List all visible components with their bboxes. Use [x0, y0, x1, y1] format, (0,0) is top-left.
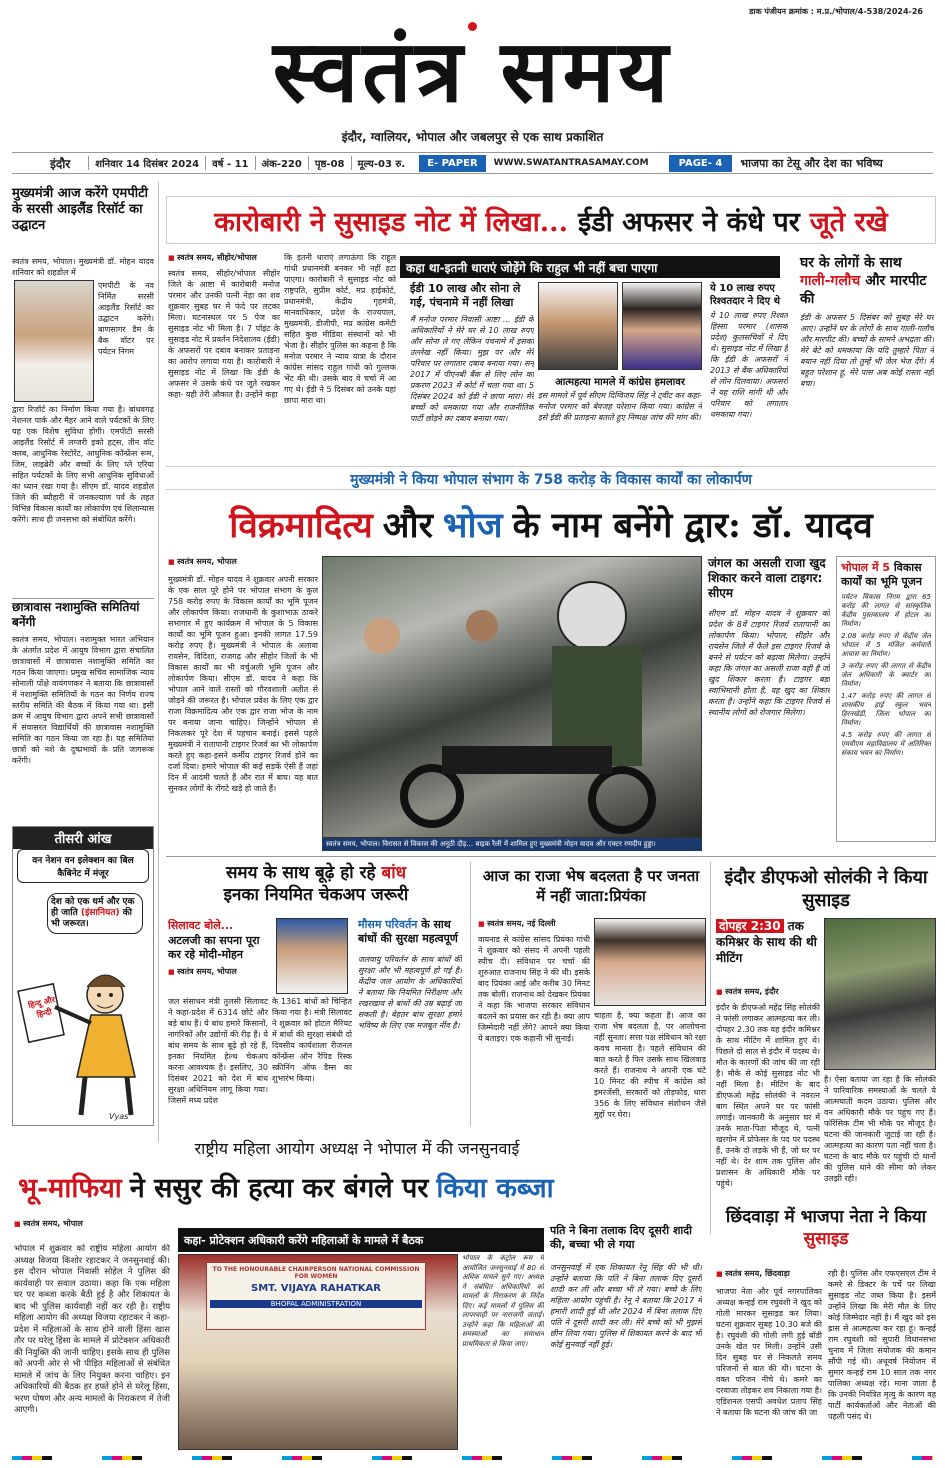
- dateline-bar: [12, 152, 933, 174]
- bhopal-works-box: [836, 556, 936, 842]
- dateline-city: इंदौर: [50, 156, 71, 171]
- lead1-sub2-headline: ये 10 लाख रुपए रिश्वतदार ने दिए थे: [710, 283, 780, 307]
- mafia-body: भोपाल में शुक्रवार को राष्ट्रीय महिला आयोग की अध्यक्ष विजया किशोर रहाटकर ने जनसुनवाई की। इस दौरान भोपाल निवासी सोहेल ने पुलिस की कार्यवाही पर सवाल उठाया। कहा कि एक महिला घर पर कब्जा करके बैठी हुई है और शिकायत के बाद भी पुलिस कार्यवाही नहीं कर रही है। राष्ट्रीय महिला आयोग की अध्यक्ष विजया रहाटकर ने कहा-प्रदेश में महिलाओं के साथ होने वाली हिंसा खास तौर पर घरेलू हिंसा के मामले में प्रोटेक्शन अधिकारी की नियुक्ति की जानी चाहिए। इसके साथ ही पुलिस को अपनी ओर से भी पीड़ित महिलाओं से संबंधित मामले में जांच के लिए नियुक्त करना चाहिए। इन अधिकारियों की बैठक हर हफ्ते होने से घरेलू हिंसा, भरण पोषण और अन्य मामलों के निराकरण में तेजी आएगी।: [14, 1244, 170, 1415]
- cm-portrait-photo: [14, 280, 94, 402]
- indore-body: इंदौर के डीएफओ महेंद्र सिंह सोलंकी ने फांसी लगाकर आत्महत्या कर ली। दोपहर 2.30 तक वह इंदौर कमिश्नर के साथ मीटिंग में शामिल हुए थे। पिछले दो साल से इंदौर में पदस्थ थे। मौत के कारणों की जांच की जा रही है। मौके से कोई सुसाइड नोट भी नहीं मिला है। मीटिंग के बाद डीएफओ महेंद्र सोलंकी ने नवरत्न बाग स्थित अपने घर पर फांसी लगाई। जानकारी के अनुसार घर में उनके माता-पिता मौजूद थे, पत्नी खरगोन में प्रोफेसर के पद पर पदस्थ हैं, उनके दो लड़के भी हैं, जो घर पर नहीं थे। देर शाम तक पुलिस और प्रशासन के अधिकारी मौके पर पहुंचे।: [716, 1003, 820, 1188]
- cartoon-title: तीसरी आंख: [13, 827, 153, 849]
- dam-headline-a: समय के साथ बूढ़े हो रहे: [225, 863, 376, 883]
- lead1-byline: ■ स्वतंत्र समय, सीहोर/भोपाल: [168, 252, 278, 263]
- chhindwara-body-b: रही है। पुलिस और एफएसएल टीम ने कमरे से डिक्टर के पर्चे पर लिखा सुसाइड नोट जब्त किया है। इसमें उन्होंने लिखा कि मेरी मौत के लिए कोई जिम्मेदार नहीं है। मैं खुद को इस ह्रास से आत्महत्या कर रहा हूं। कन्हई राम रघुवंशी को सुपारी विधानसभा चुनाव में जिला संयोजक की कमान सौंपी गई थी। अधूवर्ष नियोजन में सुमार कन्हई राम 10 साल तक नगर पालिका अध्यक्ष रहे। माना जाता है कि उनकी नियंत्रित मृत्यु के कारण वह पार्टी कार्यकर्ताओं और नेताओं की पहली पसंद थे।: [828, 1269, 936, 1421]
- lead2-headline-a: विक्रमादित्य: [229, 504, 373, 546]
- indore-time-headline-a: दोपहर 2:30: [716, 919, 784, 933]
- lead1-col1: स्वतंत्र समय, सीहोर/भोपाल सीहोर जिले के आष्टा में कारोबारी मनोज परमार और उनकी पत्नी नेहा का शव शुक्रवार सुबह घर में फंदे पर लटका मिला। घटनास्थल पर 5 पेज का सुसाइड नोट भी मिला है। 7 पॉइंट के सुसाइड नोट में प्रवर्तन निदेशालय (ईडी) के अफसरों पर दबाव बनाकर प्रताड़ना का आरोप लगाया गया है। कारोबारी ने सुसाइड नोट में लिखा कि ईडी के अफसर ने उसके कंधे पर जूते रखकर कहा- यही तेरी औकात है। उन्होंने कहा: [168, 269, 280, 399]
- lead1-side-headline: [800, 254, 934, 308]
- bike-rally-caption: स्वतंत्र समय, भोपाल। विरासत से विकास की अनूठी दौड़... बाइक रैली में शामिल हुए मुख्यमंत्री मोहन यादव और एक्टर रणदीप हुड्डा।: [322, 838, 702, 851]
- left-story1-headline: मुख्यमंत्री आज करेंगे एमपीटी के सरसी आइलैंड रिसॉर्ट का उद्घाटन: [12, 186, 148, 233]
- dam-side-body: जलवायु परिवर्तन के साथ बांधों की सुरक्षा और भी महत्वपूर्ण हो गई है। केंद्रीय जल आयोग के अधिकारियों ने बताया कि नियमित निरीक्षण और रखरखाव से बांधों की उम्र बढ़ाई जा सकती है। बेहतर बांध सुरक्षा हमारे भविष्य के लिए एक मजबूत नींव है।: [358, 955, 462, 1030]
- banner-text-c: BHOPAL ADMINISTRATION: [210, 1300, 422, 1308]
- woman-portrait-photo: [622, 282, 702, 370]
- lead2-headline: [166, 496, 936, 552]
- left-divider-1: [12, 598, 154, 599]
- mafia-byline: ■ स्वतंत्र समय, भोपाल: [14, 1218, 174, 1229]
- indore-byline: ■ स्वतंत्र समय, इंदौर: [716, 986, 820, 997]
- cartoon-section: [12, 826, 154, 1126]
- mafia-side-headline: पति ने बिना तलाक दिए दूसरी शादी की, बच्चा भी ले गया: [550, 1224, 692, 1251]
- bhopal-works-item: 4.5 करोड़ रुपए की लागत से एमवीएम महाविद्यालय में अतिरिक्त संकाय भवन का निर्माण।: [841, 731, 931, 757]
- dam-byline: ■ स्वतंत्र समय, भोपाल: [168, 966, 268, 977]
- dam-side-headline: [358, 918, 462, 946]
- epaper-badge: E- PAPER: [419, 155, 485, 172]
- chhindwara-headline-b: सुसाइड: [803, 1229, 849, 1249]
- banner-text-a: TO THE HONOURABLE CHAIRPERSON NATIONAL COMMISSION FOR WOMEN: [212, 1266, 420, 1280]
- indore-time-headline: [716, 918, 820, 966]
- dam-side-headline-a: मौसम परिवर्तन: [358, 918, 418, 931]
- left-story2-body: स्वतंत्र समय, भोपाल। नशामुक्त भारत अभियान के अंतर्गत प्रदेश में आयुष विभाग द्वारा संचालित छात्रावासों में छात्रावास नशामुक्ति समिति का गठन किया जाएगा। प्रमुख सचिव सामाजिक न्याय सोनाली पोंक्षे वायंगणकर ने बताया कि छात्रावासों में नशामुक्ति समितियों के गठन का निर्णय राज्य स्तरीय समिति की बैठक में किया गया था। इसी क्रम में आयुष विभाग द्वारा अपने सभी छात्रावासों में संवासरत विद्यार्थियों की छात्रावास नशामुक्ति समिति का गठन किया जा रहा है। यह समितियां छात्रों को नशे के दुष्प्रभावों के प्रति जागरूक करेंगी।: [12, 635, 154, 765]
- lead1-side-headline-c: और मारपीट की: [800, 273, 927, 307]
- indore-left-rule: [710, 862, 711, 1234]
- dam-kicker-a: सिलावट बोले...: [168, 919, 234, 932]
- dam-kicker-b: अटलजी का सपना पूरा कर रहे मोदी-मोहन: [168, 934, 260, 961]
- priyanka-headline: आज का राजा भेष बदलता है पर जनता में नहीं जाता:प्रियंका: [482, 867, 700, 905]
- mafia-headline-b: ने ससुर की हत्या कर बंगले पर: [129, 1172, 429, 1204]
- lead2-headline-c: भोज: [442, 504, 503, 546]
- left-story1-side: एमपीटी के नव निर्मित सरसी आइलैंड रिसॉर्ट का उद्घाटन करेंगे। बाणसागर डैम के बैक वॉटर पर पर्यटन निगम: [98, 281, 154, 356]
- lead2-body: मुख्यमंत्री डॉ. मोहन यादव ने शुक्रवार अपनी सरकार के एक साल पूरे होने पर भोपाल संभाग के कुल 758 करोड़ रुपए के विकास कार्यों का भूमि पूजन और लोकार्पण किया। राजधानी के कुशाभाऊ ठाकरे सभागार में हुए कार्यक्रम में भोपाल के 5 विकास कार्यों का भूमि पूजन हुआ। इनकी लागत 17.59 करोड़ रुपए है। मुख्यमंत्री ने भोपाल के अलावा रायसेन, विदिशा, राजगढ़ और सीहोर जिलों के भी विकास कार्यों का भी वर्चुअली भूमि पूजन और लोकार्पण किया। सीएम डॉ. यादव ने कहा कि भोपाल आने वाले रास्तों को गौरवशाली अतीत से जोड़ने की जरूरत है। भोपाल प्रवेश के लिए एक द्वार राजा विक्रमादित्य और एक द्वार राजा भोज के नाम पर बनाया जाना चाहिए। जिन्होंने भोपाल से निकलकर पूरे देश में पहचान बनाई। इससे पहले मुख्यमंत्री ने रातापानी टाइगर रिजर्व का भी लोकार्पण करते हुए कहा-इसने कर्मीय टाइगर रिजर्व होने का दर्जा दिया। हमारे भोपाल की कई सड़कें ऐसी हैं जहां दिन में आदमी चलते हैं और रात में बाघ। यह बात सुनकर लोगों के रोंगटे खड़े हो जाते हैं।: [168, 575, 318, 793]
- lead2-headline-d: के नाम बनेंगे द्वार: डॉ. यादव: [512, 504, 873, 546]
- silawat-photo: [276, 918, 348, 994]
- bhopal-works-item: 3 करोड़ रुपए की लागत से केंद्रीय जेल अधिकारी के क्वार्टर का निर्माण।: [841, 662, 931, 688]
- left-story1-body: द्वारा रिजॉर्ट का निर्माण किया गया है। बांधवगढ़ नेशनल पार्क और मैहर आने वाले पर्यटकों के लिए यह एक विशेष सुविधा होगी। एमपीटी सरसी आइलैंड रिसॉर्ट में लग्जरी इको हट्स, तीन वॉट क्लब, आधुनिक रेस्टोरेंट, आधुनिक कॉन्फ्रेंस रूम, जिम, लाइब्रेरी और बच्चों के लिए प्ले एरिया सहित पर्यटकों के लिए सभी आधुनिक सुविधाओं का ध्यान रखा गया है। सीएम डॉ. यादव शहडोल जिले की ब्यौहारी में जनकल्याण पर्व के तहत विभिन्न विकास कार्यों का लोकार्पण एवं शिलान्यास करेंगे। साथ ही जनसभा को संबोधित करेंगे।: [12, 405, 154, 524]
- priyanka-body-b: चाहता है, क्या कहता है। आज का राजा भेष बदलता है, पर आलोचना नहीं सुनता। सत्ता पक्ष संविधान को रक्षा कवच मानता है। पहले संविधान की बात करते हैं फिर उसके साथ खिलवाड़ करते हैं। राजनाथ ने अपनी एक घंटे 10 मिनट की स्पीच में कांग्रेस को इमरजेंसी, सरकारों को तोड़फोड़, धारा 356 के लिए संविधान संशोधन जैसे मुद्दों पर घेरा।: [594, 1011, 706, 1119]
- lead1-side-body: ईडी के अफसर 5 दिसंबर को सुबह मेरे घर आए। उन्होंने घर के लोगों के साथ गाली-गलौच और मारपीट की। बच्चों के सामने अभद्रता की। मेरे बेटे को धमकाया कि यदि तुम्हारे पिता ने बयान नहीं दिया तो तुम्हें भी जेल भेज देंगे। मैं बहुत परेशान हूं, मेरे पास अब कोई रास्ता नहीं बचा।: [800, 313, 934, 388]
- bike-rally-illustration: [322, 556, 702, 838]
- lead1-col2: कि इतनी धाराएं लगाऊंगा कि राहुल गांधी प्रधानमंत्री बनकर भी नहीं हटा पाएगा। कारोबारी ने सुसाइड नोट को राष्ट्रपति, सुप्रीम कोर्ट, मप्र हाईकोर्ट, प्रधानमंत्री, केंद्रीय गृहमंत्री, मानवाधिकार, प्रदेश के राज्यपाल, मुख्यमंत्री, डीजीपी, मप्र कांग्रेस कमेटी सहित कुछ मीडिया संस्थानों को भी भेजा है। सीहोर पुलिस का कहना है कि मनोज परमार ने न्याय यात्रा के दौरान कांग्रेस सांसद राहुल गांधी को गुल्लक भेंट की थी। उसके बाद वे चर्चा में आ गए थे। ईडी ने 5 दिसंबर को उनके यहां छापा मारा था।: [284, 253, 396, 405]
- page-number-badge: PAGE- 4: [669, 155, 733, 172]
- lead1-photo-caption: आत्महत्या मामले में कांग्रेस हमलावर: [555, 377, 685, 388]
- sub-banner: मुख्यमंत्री ने किया भोपाल संभाग के 758 करोड़ के विकास कार्यों का लोकार्पण: [166, 466, 936, 490]
- lead1-quote-bar: कहा था-इतनी धाराएं जोड़ेंगे कि राहुल भी नहीं बचा पाएगा: [400, 256, 780, 278]
- lead2-byline: ■ स्वतंत्र समय, भोपाल: [168, 556, 318, 567]
- svg-text:Vyas: Vyas: [109, 1112, 129, 1121]
- chhindwara-byline: ■ स्वतंत्र समय, छिंदवाड़ा: [716, 1268, 824, 1279]
- lead1-headline-c: जूते रखे: [809, 206, 888, 238]
- accused-man-photo: [538, 282, 618, 370]
- bubble-text-c: की भी जरूरत।: [51, 908, 132, 929]
- indore-body-right: है। ऐसा बताया जा रहा है कि सोलंकी ने पारिवारिक समस्याओं के चलते ये आत्मघाती कदम उठाया। पुलिस और वन अधिकारी मौके पर पहुंच गए हैं। फॉरेंसिक टीम भी मौके पर मौजूद है। घटना की जानकारी जुटाई जा रही है। आत्महत्या का कारण पता नहीं चला है। घटना के बाद मौके पर पहुंची दो थानों की पुलिस थाने की सीमा को लेकर उलझी रही।: [824, 1075, 936, 1183]
- dfo-photo: [824, 918, 936, 1070]
- dateline-pages: पृष्ठ-08: [308, 156, 351, 170]
- newspaper-title: स्वतंत्र समय: [272, 21, 673, 122]
- mid-divider: [166, 856, 936, 857]
- dateline-year: वर्ष - 11: [205, 156, 254, 170]
- cartoon-figure-drawing: [17, 947, 151, 1123]
- cartoon-caption: वन नेशन वन इलेक्शन का बिल कैबिनेट में मंजूर: [17, 849, 149, 883]
- dam-headline-c: इनका नियमित चेकअप जरूरी: [223, 885, 409, 905]
- left-story1-lead: स्वतंत्र समय, भोपाल। मुख्यमंत्री डॉ. मोहन यादव शनिवार को शहडोल में: [12, 257, 154, 277]
- mafia-photo-bar: कहा- प्रोटेक्शन अधिकारी करेंगे महिलाओं के मामले में बैठक: [178, 1228, 544, 1252]
- cartoon-sign-text: हिन्दू और हिन्दी: [27, 994, 56, 1020]
- lead1-side-headline-b: गाली-गलौच: [800, 273, 861, 289]
- registration-marks: [12, 1456, 933, 1460]
- lead1-sub2-body: ये 10 लाख रुपए रिश्वत हिस्सा परमार (शासक प्रदेश) कुलसचिवों ने दिए थे। सुसाइड नोट में लिखा है कि ईडी के अफसरों ने 2013 से बैंक अधिकारियों से लोन दिलवाया। अफसरों ने यह राशि मांगी थी और परिवार को लगातार धमकाया गया।: [710, 311, 788, 419]
- bubble-text-a: देश को एक धर्म और एक ही जाति: [51, 897, 135, 918]
- dam-body-left: जल संसाधन मंत्री तुलसी सिलावट ने कहा-प्रदेश में 6314 छोटे और बड़े बांध हैं। ये बांध हमारे किसानों, नागरिकों और उद्योगों की रीढ़ हैं। ये बांध समय के साथ बूढ़े हो रहे हैं, इनका नियमित हेल्थ चेकअप करना आवश्यक है। इसलिए, 30 दिसंबर 2021 को देश में बांध सुरक्षा अधिनियम लागू किया गया। जिसमें मध्य प्रदेश: [168, 997, 268, 1105]
- tiger-body: सीएम डॉ. मोहन यादव ने शुक्रवार को प्रदेश के 8वें टाइगर रिजर्व रातापानी का लोकार्पण किया। भोपाल, सीहोर और रायसेन जिले में फैले इस टाइगर रिजर्व के बनने से पर्यटन को बढ़ावा मिलेगा। उन्होंने कहा कि जंगल का असली राजा वही है जो खुद शिकार करता है। टाइगर बड़ा स्वाभिमानी होता है, वह खुद का शिकार करता है। उन्होंने कहा कि टाइगर रिजर्व से स्थानीय लोगों को रोजगार मिलेगा।: [708, 609, 830, 717]
- registration-number: डाक पंजीयन क्रमांक : म.प्र./भोपाल/4-538/2024-26: [749, 7, 923, 16]
- dateline-date: शनिवार 14 दिसंबर 2024: [88, 156, 205, 170]
- bhopal-works-list: [841, 593, 931, 758]
- bhopal-works-headline-b: विकास कार्यों का भूमि पूजन: [841, 561, 922, 588]
- mafia-headline: [12, 1166, 702, 1206]
- bubble-text-b: (इंसानियत): [80, 908, 120, 918]
- lead1-photo-note: इस मामले में पूर्व सीएम दिग्विजय सिंह ने ट्वीट कर कहा- मनोज परमार को बेवजह परेशान किया गया। कांग्रेस ने इसे ईडी की प्रताड़ना बताते हुए निष्पक्ष जांच की मांग की।: [538, 391, 702, 422]
- lead2-headline-b: और: [382, 504, 433, 546]
- bhopal-works-item: पर्यटन विकास निगम द्वारा 65 करोड़ की लागत से सांस्कृतिक केंद्रीय पुस्तकालय में होटल का निर्माण।: [841, 593, 931, 628]
- mafia-mid-body: भोपाल के कंट्रोल रूम में आयोजित जनसुनवाई में 80 से अधिक मामले सुने गए। अध्यक्ष ने संबंधित अधिकारियों को मामलों के निराकरण के निर्देश दिए। कई मामलों में पुलिस की लापरवाही पर नाराजगी जताई। उन्होंने कहा कि महिलाओं की समस्याओं का समाधान प्राथमिकता से किया जाए।: [462, 1254, 544, 1348]
- hearing-backdrop-banner: [206, 1262, 426, 1330]
- website-link[interactable]: WWW.SWATANTRASAMAY.COM: [493, 158, 649, 168]
- lead1-sub1-headline: ईडी 10 लाख और सोना ले गई, पंचनामे में नहीं लिखा: [410, 282, 521, 309]
- mafia-side-body: जनसुनवाई में एक शिकायत रेनू सिंह की भी थी। उन्होंने बताया कि पति ने बिना तलाक दिए दूसरी शादी कर ली और बच्चा भी ले गया। बच्चे के लिए महिला आयोग पहुंची है। रेनू ने बताया कि 2017 में हमारी शादी हुई थी और 2024 में बिना तलाक दिए पति ने दूसरी शादी कर ली। मेरे बच्चे को भी मुझसे छीन लिया गया। पुलिस में शिकायत करने के बाद भी कोई सुनवाई नहीं हुई।: [550, 1263, 702, 1349]
- lead1-headline: [166, 196, 936, 244]
- priyanka-body-a: वायनाड से कांग्रेस सांसद प्रियंका गांधी ने शुक्रवार को संसद में अपनी पहली स्पीच दी। संविधान पर चर्चा की शुरुआत राजनाथ सिंह ने की थी। इसके बाद प्रियंका आई और करीब 30 मिनट तक बोलीं। राजनाथ को देखकर प्रियंका ने कहा कि भाजपा सरकार संविधान बदलने का प्रयास कर रही है। क्या आप जिम्मेदारी नहीं लेंगे? आपने क्या किया ये बताइए। एक कहानी भी सुनाई।: [478, 935, 590, 1043]
- priyanka-photo: [594, 918, 706, 1006]
- priyanka-byline: ■ स्वतंत्र समय, नई दिल्ली: [478, 918, 590, 929]
- dam-side-headline-b: के साथ बांधों की सुरक्षा महत्वपूर्ण: [358, 918, 458, 945]
- lead1-headline-a: कारोबारी ने सुसाइड नोट में लिखा...: [214, 206, 568, 238]
- tagline: इंदौर, ग्वालियर, भोपाल और जबलपुर से एक साथ प्रकाशित: [341, 130, 604, 144]
- indore-time-headline-b: तक कमिश्नर के साथ की थी मीटिंग: [716, 919, 817, 965]
- bhopal-works-headline: [841, 561, 931, 589]
- lead1-sub1-body: मैं मनोज परमार निवासी आष्टा ... ईडी के अधिकारियों ने मेरे घर से 10 लाख रुपए और सोना ले गए लेकिन पंचनामे में इसका उल्लेख नहीं किया। मुझ पर और मेरे परिवार पर लगातार दबाव बनाया गया। सन् 2017 में पीएनबी बैंक से लिए लोन का प्रकरण 2023 में कोर्ट में चला गया था। 5 दिसंबर 2024 को ईडी ने छापा मारा। मेरे बच्चों को धमकाया गया और राजनीतिक पार्टी छोड़ने का दबाव बनाया गया।: [410, 315, 534, 423]
- bhopal-works-item: 2.08 करोड़ रुपए से केंद्रीय जेल भोपाल में 5 मंजिल कर्मचारी आवास का निर्माण।: [841, 632, 931, 658]
- women-commission-banner: राष्ट्रीय महिला आयोग अध्यक्ष ने भोपाल में की जनसुनवाई: [194, 1139, 520, 1158]
- page-strap: भाजपा का टेसू और देश का भविष्य: [740, 156, 883, 170]
- tiger-headline: जंगल का असली राजा खुद शिकार करने वाला टाइगर: सीएम: [708, 556, 826, 600]
- cartoon-speech-bubble: [47, 893, 143, 934]
- dateline-price: मूल्य-03 रु.: [351, 156, 412, 170]
- lead1-side-headline-a: घर के लोगों के साथ: [800, 255, 902, 271]
- indore-headline: इंदौर डीएफओ सोलंकी ने किया सुसाइड: [724, 867, 928, 911]
- mafia-headline-a: भू-माफिया: [18, 1172, 122, 1204]
- priyanka-left-rule: [470, 862, 471, 1126]
- dam-headline-b: बांध: [381, 863, 407, 883]
- dam-body-mid: के 1361 बांधों को चिन्हित किया गया है। मंत्री सिलावट ने शुक्रवार को होटल मैरियट में बांधों की सुरक्षा संबंधी दो दिवसीय कार्यशाला रीजनल कॉन्फ्रेंस ऑन रैपिड रिस्क स्क्रीनिंग ऑफ डैम्स का शुभारंभ किया।: [272, 997, 352, 1083]
- bhopal-works-item: 1.47 करोड़ रुपए की लागत से शासकीय हाई स्कूल भवन हिरनखेड़ी, जिला भोपाल का निर्माण।: [841, 692, 931, 727]
- mafia-headline-c: किया कब्जा: [436, 1172, 554, 1204]
- left-story2-headline: छात्रावास नशामुक्ति समितियां बनेंगी: [12, 600, 140, 629]
- bhopal-works-headline-a: भोपाल में 5: [841, 561, 891, 574]
- chhindwara-headline-a: छिंदवाड़ा में भाजपा नेता ने किया: [725, 1207, 927, 1227]
- left-column-rule: [158, 182, 159, 1142]
- lead1-headline-b: ईडी अफसर ने कंधे पर: [578, 206, 800, 238]
- chhindwara-headline: [716, 1206, 936, 1250]
- banner-text-b: SMT. VIJAYA RAHATKAR: [251, 1283, 381, 1294]
- dateline-issue: अंक-220: [255, 156, 308, 170]
- chhindwara-body-a: भाजपा नेता और पूर्व नगरपालिका अध्यक्ष कन्हई राम रघुवंशी ने खुद को गोली मारकर सुसाइड कर लिया। घटना शुक्रवार सुबह 10.30 बजे की है। रघुवंशी की गोली लगी हुई बॉडी उनके खेत पर मिली। उन्होंने उसी दिन सुबह घर से निकलते समय परिजनों से बात की थी। घटना के वक्त परिजन नीचे थे। कमरे का दरवाजा तोड़कर शव निकाला गया है। एडिशनल एसपी अवधेश प्रताप सिंह ने बताया कि घटना की जांच की जा: [716, 1287, 822, 1417]
- dam-headline: [166, 862, 466, 906]
